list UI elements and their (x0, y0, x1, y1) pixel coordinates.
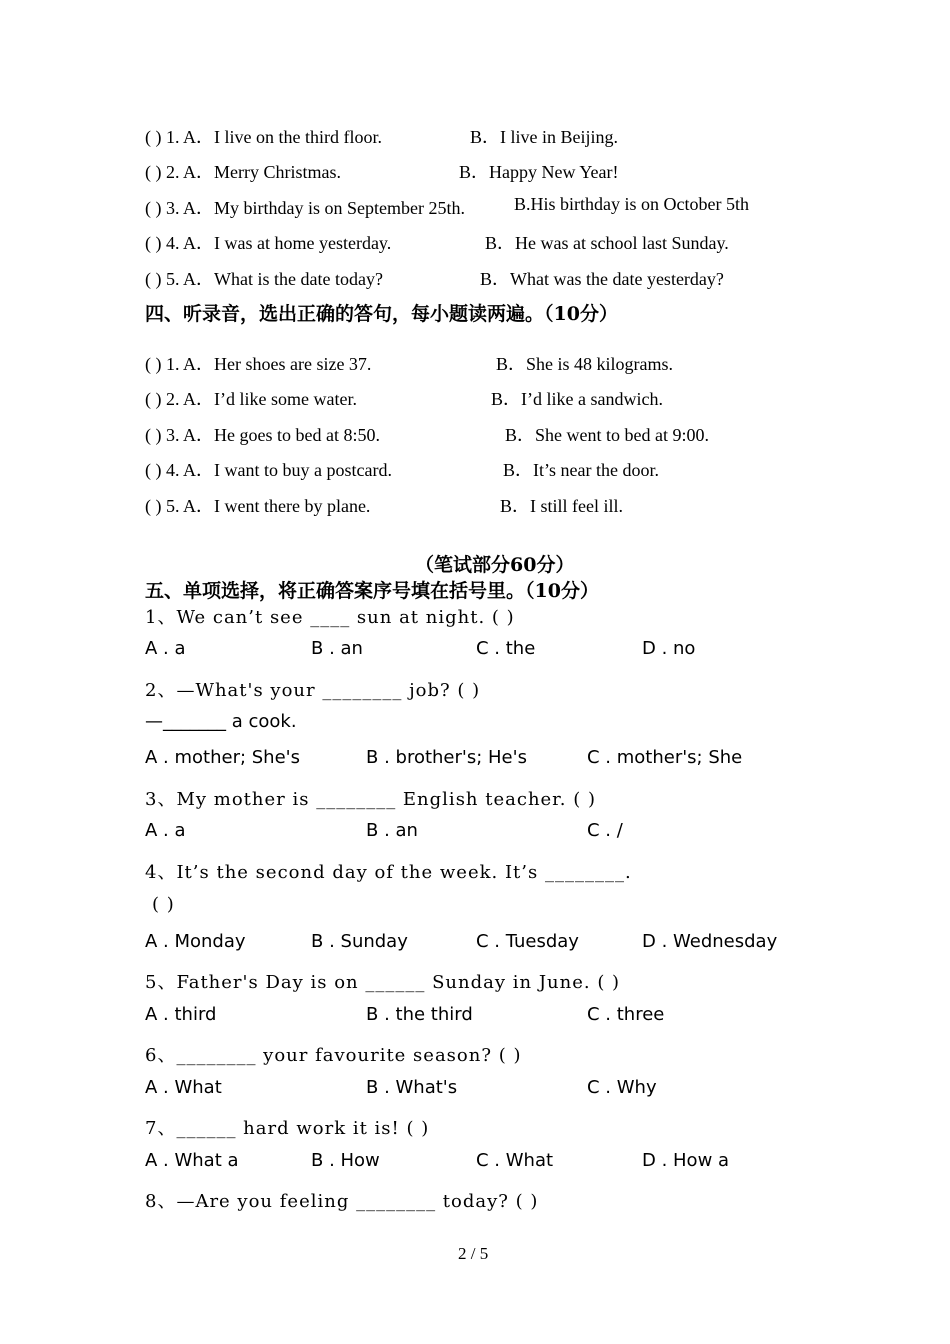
section4-item-4: ( ) 4. A．I want to buy a postcard. (145, 460, 392, 480)
q4-option-a: A . Monday (145, 931, 246, 952)
q3-option-b: B . an (366, 820, 418, 841)
q1-option-a: A . a (145, 638, 186, 659)
section4-item-1: ( ) 1. A．Her shoes are size 37. (145, 354, 372, 374)
q7-option-d: D . How a (642, 1150, 730, 1171)
question-2-stem: 2、—What's your ________ job? ( ) (145, 680, 481, 701)
q4-option-b: B . Sunday (311, 931, 408, 952)
listening-item-4-option-b: B．He was at school last Sunday. (485, 233, 729, 253)
section4-item-2-option-b: B．I’d like a sandwich. (491, 389, 663, 409)
question-5-stem: 5、Father's Day is on ______ Sunday in June. ( ) (145, 972, 621, 993)
q6-option-c: C . Why (587, 1077, 657, 1098)
q3-option-a: A . a (145, 820, 186, 841)
q6-option-a: A . What (145, 1077, 222, 1098)
listening-item-3-option-b: B.His birthday is on October 5th (514, 194, 749, 214)
question-3-stem: 3、My mother is ________ English teacher. ( ) (145, 789, 597, 810)
listening-item-2: ( ) 2. A．Merry Christmas. (145, 162, 341, 182)
q2-option-b: B . brother's; He's (366, 747, 527, 768)
question-1-stem: 1、We can’t see ____ sun at night. ( ) (145, 607, 515, 628)
q3-option-c: C . / (587, 820, 623, 841)
q2-option-a: A . mother; She's (145, 747, 300, 768)
section4-item-3-option-b: B．She went to bed at 9:00. (505, 425, 709, 445)
item-question: ( ) 1. A．I live on the third floor. (145, 127, 382, 147)
question-8-stem: 8、—Are you feeling ________ today? ( ) (145, 1191, 539, 1212)
section4-item-4-option-b: B．It’s near the door. (503, 460, 659, 480)
section4-item-2: ( ) 2. A．I’d like some water. (145, 389, 357, 409)
q4-option-c: C . Tuesday (476, 931, 579, 952)
listening-item-5: ( ) 5. A．What is the date today? (145, 269, 383, 289)
q7-option-c: C . What (476, 1150, 554, 1171)
section4-item-5-option-b: B．I still feel ill. (500, 496, 623, 516)
q7-option-b: B . How (311, 1150, 380, 1171)
q5-option-a: A . third (145, 1004, 217, 1025)
question-2-stem-line2: —_______ a cook. (145, 711, 297, 732)
question-4-stem: 4、It’s the second day of the week. It’s ________. (145, 862, 632, 883)
section-5-heading: 五、单项选择，将正确答案序号填在括号里。（10分） (145, 580, 599, 602)
q1-option-d: D . no (642, 638, 696, 659)
q6-option-b: B . What's (366, 1077, 458, 1098)
listening-item-1 (145, 123, 382, 149)
q1-option-c: C . the (476, 638, 536, 659)
question-6-stem: 6、________ your favourite season? ( ) (145, 1045, 522, 1066)
listening-item-4: ( ) 4. A．I was at home yesterday. (145, 233, 392, 253)
section4-item-3: ( ) 3. A．He goes to bed at 8:50. (145, 425, 380, 445)
q5-option-c: C . three (587, 1004, 665, 1025)
section-4-heading: 四、听录音，选出正确的答句，每小题读两遍。（10分） (145, 303, 618, 325)
listening-item-3: ( ) 3. A．My birthday is on September 25th. (145, 198, 465, 218)
listening-item-5-option-b: B．What was the date yesterday? (480, 269, 724, 289)
q7-option-a: A . What a (145, 1150, 239, 1171)
section4-item-1-option-b: B．She is 48 kilograms. (496, 354, 674, 374)
question-7-stem: 7、______ hard work it is! ( ) (145, 1118, 430, 1139)
q1-option-b: B . an (311, 638, 363, 659)
written-part-title: （笔试部分60分） (415, 554, 575, 576)
q2-option-c: C . mother's; She (587, 747, 743, 768)
page-number: 2 / 5 (458, 1244, 489, 1263)
listening-item-2-option-b: B．Happy New Year! (459, 162, 619, 182)
question-4-stem-line2: ( ) (152, 894, 175, 915)
q5-option-b: B . the third (366, 1004, 473, 1025)
section4-item-5: ( ) 5. A．I went there by plane. (145, 496, 371, 516)
listening-item-1-option-b: B．I live in Beijing. (470, 127, 618, 147)
q4-option-d: D . Wednesday (642, 931, 778, 952)
